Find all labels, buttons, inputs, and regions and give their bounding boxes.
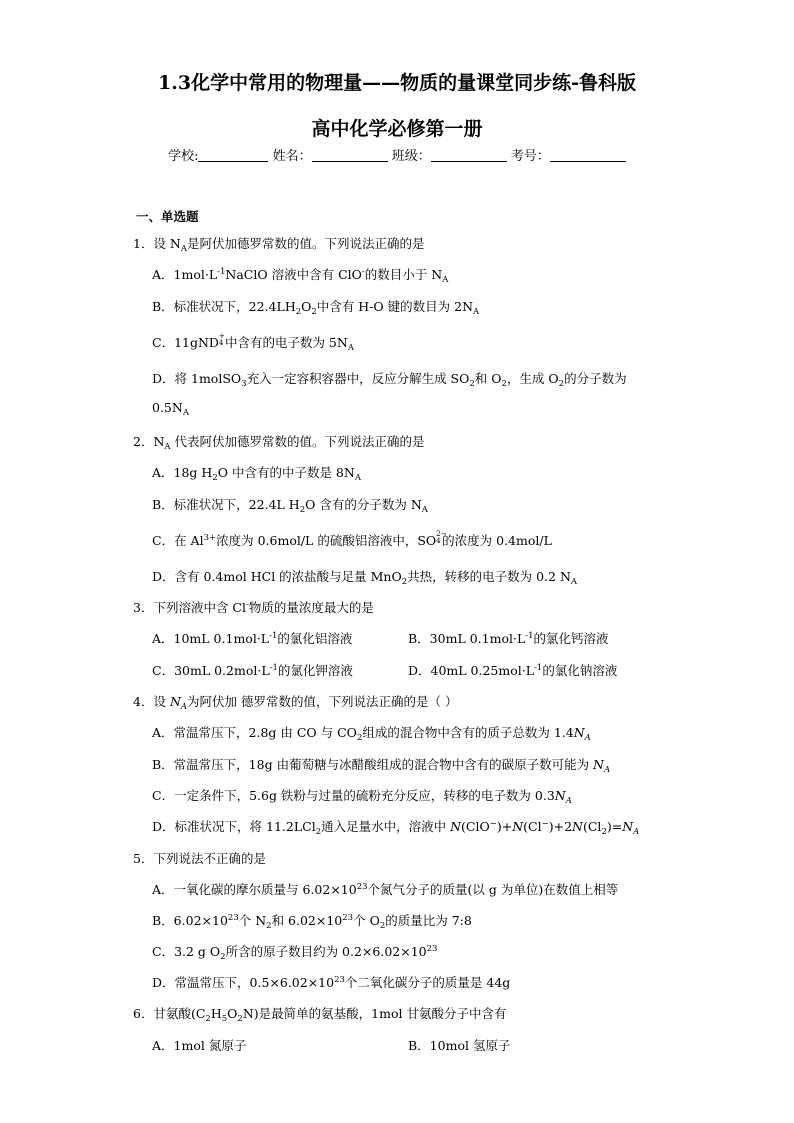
question-2-option-d[interactable]: D．含有 0.4mol HCl 的浓盐酸与足量 MnO$_2$共热，转移的电子数为 0.2 $N_A$ [152,569,578,587]
student-info-row [0,145,794,164]
question-1-option-d-cont: $0.5N_A$ [152,400,189,418]
question-5-option-c[interactable]: C．3.2 g $O_2$所含的原子数目约为 $0.2\times 6.02\times 10^{23}$ [152,944,438,962]
question-5-stem: 5．下列说法不正确的是 [133,851,266,866]
question-5-option-b[interactable]: B．$6.02\times 10^{23}$个 $N_2$和 $6.02\times 10^{23}$个 $O_2$的质量比为 7:8 [152,913,472,931]
question-5-option-d[interactable]: D．常温常压下，$0.5\times 6.02\times 10^{23}$个二氧化碳分子的质量是 44g [152,975,511,990]
number-label: 考号： [510,149,550,164]
class-label: 班级： [391,149,431,164]
question-6-stem: 6．甘氨酸$(C_2H_5O_2N)$是最简单的氨基酸，1mol 甘氨酸分子中含有 [133,1006,507,1024]
question-3-stem: 3．下列溶液中含 Cl-物质的量浓度最大的是 [133,600,374,615]
number-blank[interactable] [550,148,626,162]
name-blank[interactable] [312,148,388,162]
question-1-option-b[interactable]: B．标准状况下，$22.4LH_2O_2$中含有 H-O 键的数目为 $2N_A$ [152,299,480,317]
question-2-option-b[interactable]: B．标准状况下，22.4L $H_2O$ 含有的分子数为 $N_A$ [152,497,428,515]
question-3-option-b[interactable]: B．30mL $0.1mol\cdot L^{-1}$的氯化钙溶液 [408,631,609,646]
question-2-option-c[interactable]: C．在 $Al^{3+}$浓度为 0.6mol/L 的硫酸铝溶液中，SO 2− 4 的浓度为 0.4mol/L [152,530,552,548]
question-3-option-a[interactable]: A．10mL $0.1mol\cdot L^{-1}$的氯化铝溶液 [152,631,353,646]
question-5-option-a[interactable]: A．一氧化碳的摩尔质量与 $6.02\times 10^{23}$个氮气分子的质量(以 g 为单位)在数值上相等 [152,882,619,897]
question-4-option-b[interactable]: B．常温常压下，18g 由葡萄糖与冰醋酸组成的混合物中含有的碳原子数可能为 $N_A$ [152,757,611,775]
question-6-option-b[interactable]: B．10mol 氢原子 [408,1038,511,1053]
question-4-option-c[interactable]: C．一定条件下，5.6g 铁粉与过量的硫粉充分反应，转移的电子数为 $0.3N_A$ [152,788,572,806]
section-heading: 一、单选题 [136,209,199,224]
class-blank[interactable] [431,148,507,162]
question-1-option-a[interactable]: A．$1mol\cdot L^{-1}NaClO$ 溶液中含有 ClO-的数目小于 $N_A$ [152,267,449,285]
question-3-option-c[interactable]: C．30mL $0.2mol\cdot L^{-1}$的氯化钾溶液 [152,663,353,678]
name-label: 姓名： [272,149,312,164]
document-title-line1: 1.3化学中常用的物理量——物质的量课堂同步练-鲁科版 [158,72,636,94]
question-1-option-c[interactable]: C．11gND + 4 中含有的电子数为 $5N_A$ [152,332,354,353]
school-blank[interactable] [198,148,268,162]
question-2-stem: 2．$N_A$ 代表阿伏加德罗常数的值。下列说法正确的是 [133,434,425,452]
school-label: 学校: [168,149,199,164]
question-1-stem: 1．设 $N_A$是阿伏加德罗常数的值。下列说法正确的是 [133,236,425,254]
question-4-stem: 4．设 $N_A$为阿伏加 德罗常数的值，下列说法正确的是（ ） [133,694,458,712]
question-4-option-a[interactable]: A．常温常压下，2.8g 由 CO 与 $CO_2$组成的混合物中含有的质子总数为 $1.4N_A$ [152,725,591,743]
question-2-option-a[interactable]: A．18g $H_2O$ 中含有的中子数是 $8N_A$ [152,465,361,483]
question-3-option-d[interactable]: D．40mL $0.25mol\cdot L^{-1}$的氯化钠溶液 [408,663,618,678]
question-1-option-d[interactable]: D．将 1molSO$_3$充入一定容积容器中，反应分解生成 $SO_2$和 $O_2$，生成 $O_2$的分子数为 [152,371,627,389]
document-title-line2: 高中化学必修第一册 [311,118,483,140]
question-6-option-a[interactable]: A．1mol 氮原子 [152,1038,247,1053]
question-4-option-d[interactable]: D．标准状况下，将 11.2LCl$_2$通入足量水中，溶液中 $N(ClO^-)+N(Cl^-)+2N(Cl_2)=N_A$ [152,819,640,837]
